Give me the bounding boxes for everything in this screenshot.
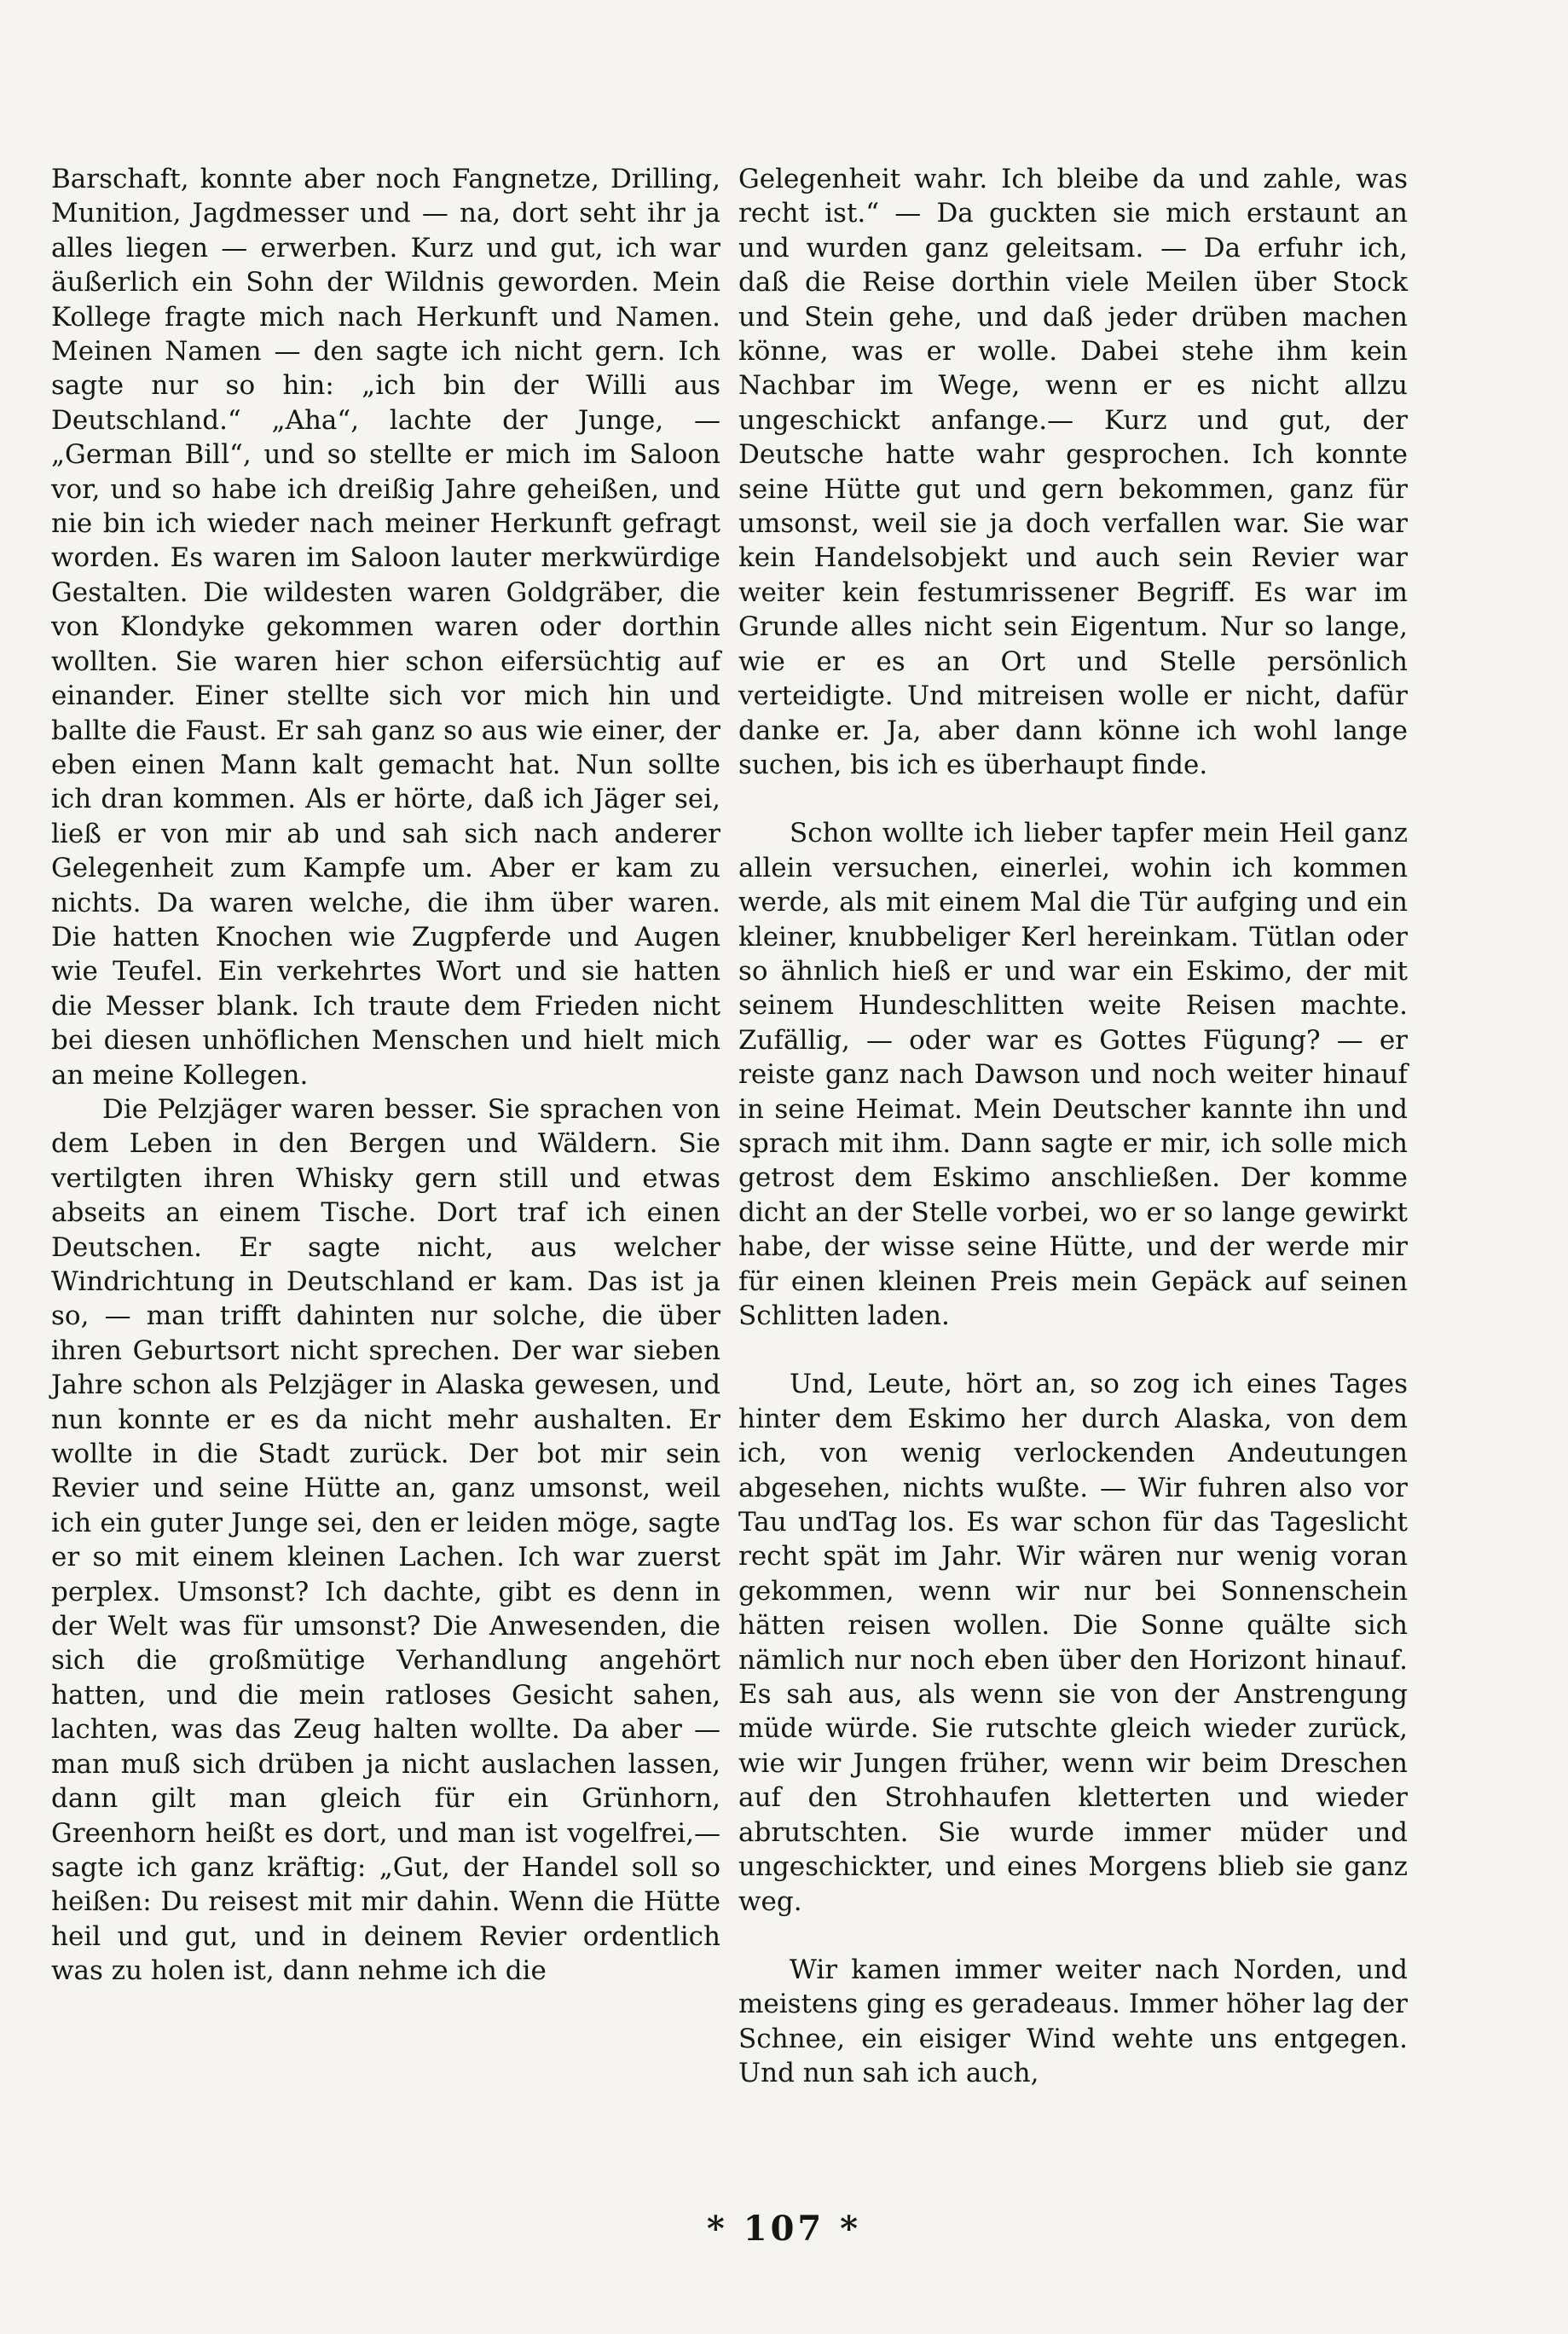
- left-paragraph-1: Barschaft, konnte aber noch Fangnetze, Drilling, Munition, Jagdmesser und — na, dort seht ihr ja alles liegen — erwerben. Kurz und gut, ich war äußerlich ein Sohn der Wildnis geworden. Mein Kollege fragte mich nach Herkunft und Namen. Meinen Namen — den sagte ich nicht gern. Ich sagte nur so hin: „ich bin der Willi aus Deutschland.“ „Aha“, lachte der Junge, — „German Bill“, und so stellte er mich im Saloon vor, und so habe ich dreißig Jahre geheißen, und nie bin ich wieder nach meiner Herkunft gefragt worden. Es waren im Saloon lauter merkwürdige Gestalten. Die wildesten waren Goldgräber, die von Klondyke gekommen waren oder dorthin wollten. Sie waren hier schon eifersüchtig auf einander. Einer stellte sich vor mich hin und ballte die Faust. Er sah ganz so aus wie einer, der eben einen Mann kalt gemacht hat. Nun sollte ich dran kommen. Als er hörte, daß ich Jäger sei, ließ er von mir ab und sah sich nach anderer Gelegenheit zum Kampfe um. Aber er kam zu nichts. Da waren welche, die ihm über waren. Die hatten Knochen wie Zugpferde und Augen wie Teufel. Ein verkehrtes Wort und sie hatten die Messer blank. Ich traute dem Frieden nicht bei diesen unhöflichen Menschen und hielt mich an meine Kollegen.: [51, 164, 720, 1091]
- left-column: [51, 162, 720, 1989]
- right-paragraph-4: Wir kamen immer weiter nach Norden, und meistens ging es geradeaus. Immer höher lag der Schnee, ein eisiger Wind wehte uns entgegen. Und nun sah ich auch,: [738, 1954, 1408, 2089]
- right-paragraph-3: Und, Leute, hört an, so zog ich eines Tages hinter dem Eskimo her durch Alaska, von dem ich, von wenig verlockenden Andeutungen abgesehen, nichts wußte. — Wir fuhren also vor Tau undTag los. Es war schon für das Tageslicht recht spät im Jahr. Wir wären nur wenig voran gekommen, wenn wir nur bei Sonnenschein hätten reisen wollen. Die Sonne quälte sich nämlich nur noch eben über den Horizont hinauf. Es sah aus, als wenn sie von der Anstrengung müde würde. Sie rutschte gleich wieder zurück, wie wir Jungen früher, wenn wir beim Dreschen auf den Strohhaufen kletterten und wieder abrutschten. Sie wurde immer müder und ungeschickter, und eines Morgens blieb sie ganz weg.: [738, 1369, 1408, 1917]
- page-number: * 107 *: [706, 2209, 862, 2249]
- right-paragraph-2: Schon wollte ich lieber tapfer mein Heil ganz allein versuchen, einerlei, wohin ich kommen werde, als mit einem Mal die Tür aufging und ein kleiner, knubbeliger Kerl hereinkam. Tütlan oder so ähnlich hieß er und war ein Eskimo, der mit seinem Hundeschlitten weite Reisen machte. Zufällig, — oder war es Gottes Fügung? — er reiste ganz nach Dawson und noch weiter hinauf in seine Heimat. Mein Deutscher kannte ihn und sprach mit ihm. Dann sagte er mir, ich solle mich getrost dem Eskimo anschließen. Der komme dicht an der Stelle vorbei, wo er so lange gewirkt habe, der wisse seine Hütte, und der werde mir für einen kleinen Preis mein Gepäck auf seinen Schlitten laden.: [738, 818, 1408, 1331]
- right-column: [738, 162, 1408, 2091]
- left-paragraph-2: Die Pelzjäger waren besser. Sie sprachen von dem Leben in den Bergen und Wäldern. Sie vertilgten ihren Whisky gern still und etwas abseits an einem Tische. Dort traf ich einen Deutschen. Er sagte nicht, aus welcher Windrichtung in Deutschland er kam. Das ist ja so, — man trifft dahinten nur solche, die über ihren Geburtsort nicht sprechen. Der war sieben Jahre schon als Pelzjäger in Alaska gewesen, und nun konnte er es da nicht mehr aushalten. Er wollte in die Stadt zurück. Der bot mir sein Revier und seine Hütte an, ganz umsonst, weil ich ein guter Junge sei, den er leiden möge, sagte er so mit einem kleinen Lachen. Ich war zuerst perplex. Umsonst? Ich dachte, gibt es denn in der Welt was für umsonst? Die Anwesenden, die sich die großmütige Verhandlung angehört hatten, und die mein ratloses Gesicht sahen, lachten, was das Zeug halten wollte. Da aber — man muß sich drüben ja nicht auslachen lassen, dann gilt man gleich für ein Grünhorn, Greenhorn heißt es dort, und man ist vogelfrei,—sagte ich ganz kräftig: „Gut, der Handel soll so heißen: Du reisest mit mir dahin. Wenn die Hütte heil und gut, und in deinem Revier ordentlich was zu holen ist, dann nehme ich die: [51, 1093, 720, 1987]
- right-paragraph-1: Gelegenheit wahr. Ich bleibe da und zahle, was recht ist.“ — Da guckten sie mich erstaunt an und wurden ganz geleitsam. — Da erfuhr ich, daß die Reise dorthin viele Meilen über Stock und Stein gehe, und daß jeder drüben machen könne, was er wolle. Dabei stehe ihm kein Nachbar im Wege, wenn er es nicht allzu ungeschickt anfange.— Kurz und gut, der Deutsche hatte wahr gesprochen. Ich konnte seine Hütte gut und gern bekommen, ganz für umsonst, weil sie ja doch verfallen war. Sie war kein Handelsobjekt und auch sein Revier war weiter kein festumrissener Begriff. Es war im Grunde alles nicht sein Eigentum. Nur so lange, wie er es an Ort und Stelle persönlich verteidigte. Und mitreisen wolle er nicht, dafür danke er. Ja, aber dann könne ich wohl lange suchen, bis ich es überhaupt finde.: [738, 164, 1408, 780]
